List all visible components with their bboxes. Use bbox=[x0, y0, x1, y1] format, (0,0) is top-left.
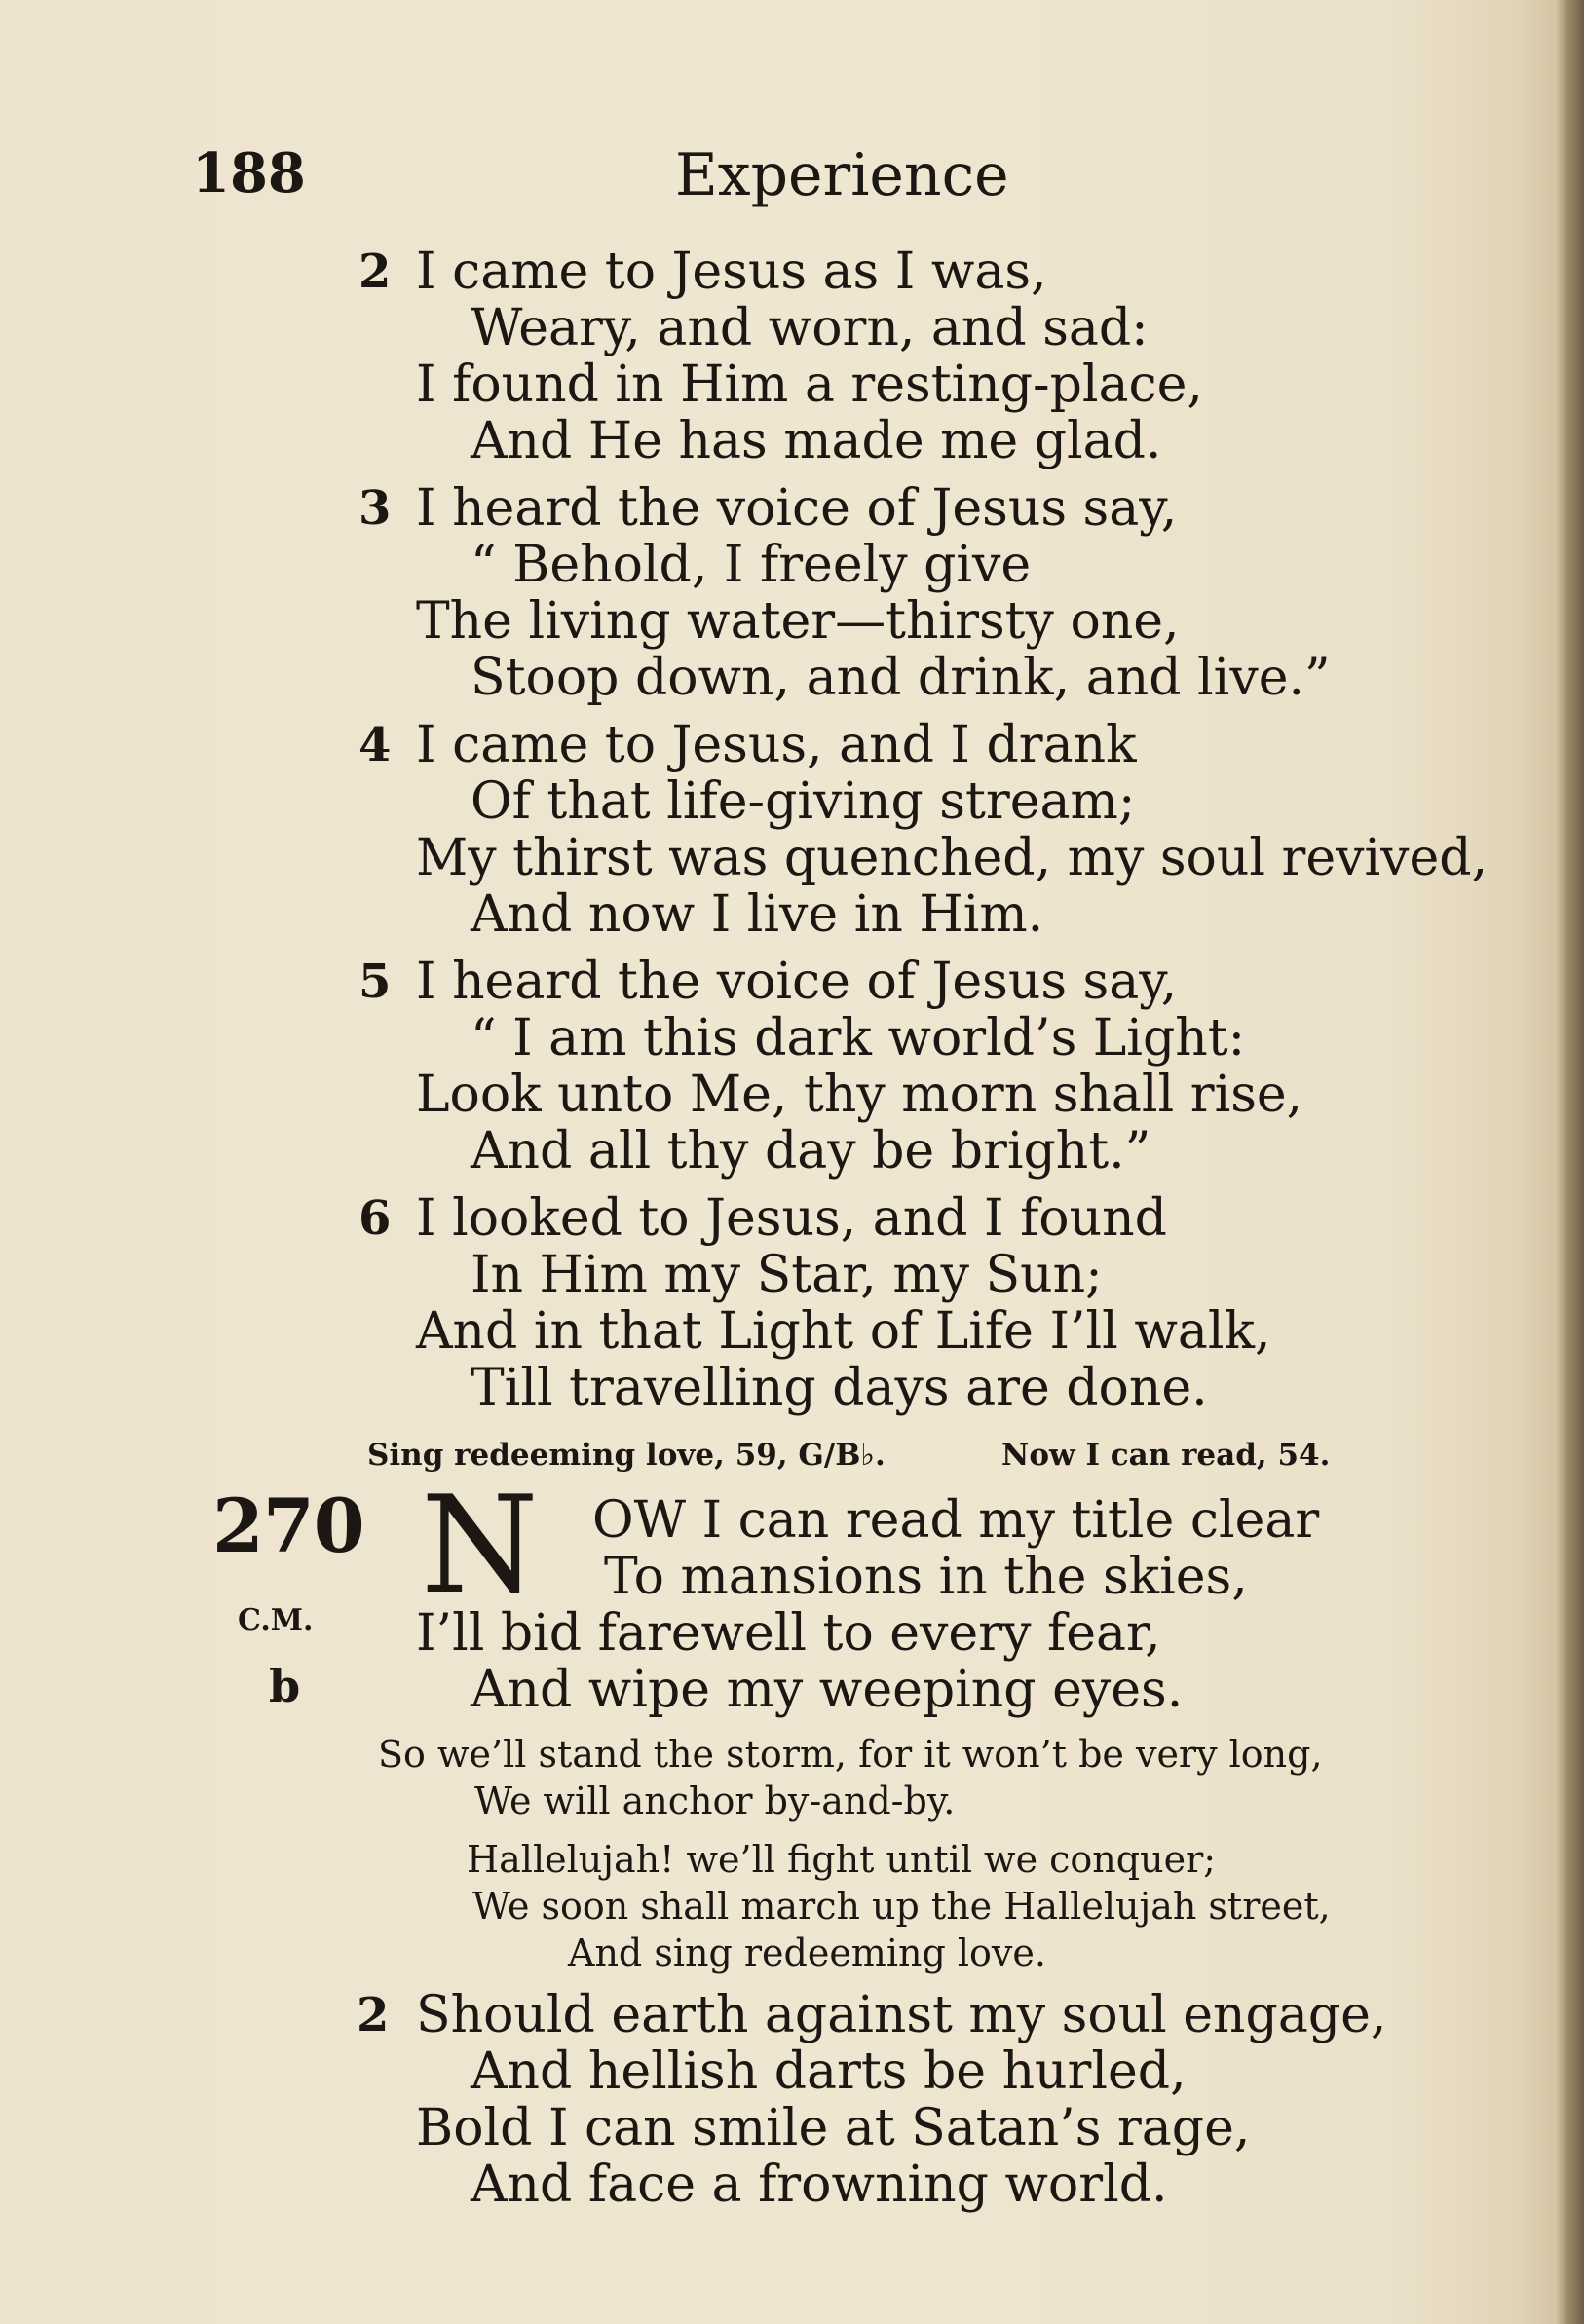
verse-line: I came to Jesus as I was, bbox=[416, 243, 1047, 301]
verse-line: Of that life-giving stream; bbox=[471, 772, 1136, 831]
tune-reference-left: Sing redeeming love, 59, G/B♭. bbox=[367, 1438, 886, 1473]
verse-line: OW I can read my title clear bbox=[592, 1491, 1320, 1550]
verse-line: Should earth against my soul engage, bbox=[416, 1986, 1387, 2044]
verse-line: My thirst was quenched, my soul revived, bbox=[416, 829, 1489, 887]
page-gutter-shadow bbox=[1555, 0, 1584, 2324]
verse-line: I found in Him a resting-place, bbox=[416, 356, 1203, 414]
hymn-key: b bbox=[269, 1660, 301, 1712]
verse-line: Bold I can smile at Satan’s rage, bbox=[416, 2099, 1251, 2157]
verse-line: Till travelling days are done. bbox=[471, 1359, 1208, 1417]
verse-line: I’ll bid farewell to every fear, bbox=[416, 1604, 1161, 1663]
verse-number: 6 bbox=[358, 1191, 392, 1246]
drop-cap: N bbox=[421, 1467, 539, 1624]
verse-number: 2 bbox=[357, 1988, 390, 2043]
verse-line: “ Behold, I freely give bbox=[471, 536, 1032, 594]
verse-line: And hellish darts be hurled, bbox=[471, 2043, 1187, 2101]
verse-line: I heard the voice of Jesus say, bbox=[416, 479, 1178, 538]
verse-line: And in that Light of Life I’ll walk, bbox=[416, 1302, 1271, 1361]
verse-line: “ I am this dark world’s Light: bbox=[471, 1009, 1246, 1068]
chorus-line: So we’ll stand the storm, for it won’t be very long, bbox=[378, 1733, 1323, 1776]
chorus-line: And sing redeeming love. bbox=[568, 1931, 1046, 1974]
verse-line: In Him my Star, my Sun; bbox=[471, 1246, 1103, 1304]
page-number: 188 bbox=[192, 141, 306, 206]
chorus-line: Hallelujah! we’ll fight until we conquer; bbox=[467, 1838, 1217, 1881]
verse-number: 2 bbox=[358, 244, 392, 299]
verse-number: 3 bbox=[358, 481, 392, 536]
tune-reference-right: Now I can read, 54. bbox=[1001, 1438, 1331, 1473]
verse-line: I heard the voice of Jesus say, bbox=[416, 953, 1178, 1011]
verse-line: To mansions in the skies, bbox=[604, 1548, 1248, 1606]
hymn-number: 270 bbox=[212, 1482, 364, 1569]
verse-line: I came to Jesus, and I drank bbox=[416, 716, 1137, 774]
chorus-line: We will anchor by-and-by. bbox=[474, 1780, 956, 1822]
verse-line: Stoop down, and drink, and live.” bbox=[471, 649, 1331, 707]
verse-line: And all thy day be bright.” bbox=[471, 1122, 1151, 1181]
verse-line: Weary, and worn, and sad: bbox=[471, 299, 1149, 357]
verse-line: I looked to Jesus, and I found bbox=[416, 1189, 1167, 1248]
verse-line: Look unto Me, thy morn shall rise, bbox=[416, 1066, 1303, 1124]
running-head: Experience bbox=[675, 141, 1009, 209]
verse-number: 4 bbox=[358, 718, 392, 772]
chorus-line: We soon shall march up the Hallelujah street, bbox=[472, 1885, 1331, 1928]
verse-line: And face a frowning world. bbox=[471, 2155, 1168, 2214]
verse-number: 5 bbox=[358, 955, 392, 1009]
verse-line: And now I live in Him. bbox=[471, 885, 1044, 944]
hymn-meter: C.M. bbox=[238, 1603, 314, 1637]
verse-line: And wipe my weeping eyes. bbox=[471, 1661, 1184, 1719]
verse-line: The living water—thirsty one, bbox=[416, 592, 1180, 651]
verse-line: And He has made me glad. bbox=[471, 412, 1162, 470]
